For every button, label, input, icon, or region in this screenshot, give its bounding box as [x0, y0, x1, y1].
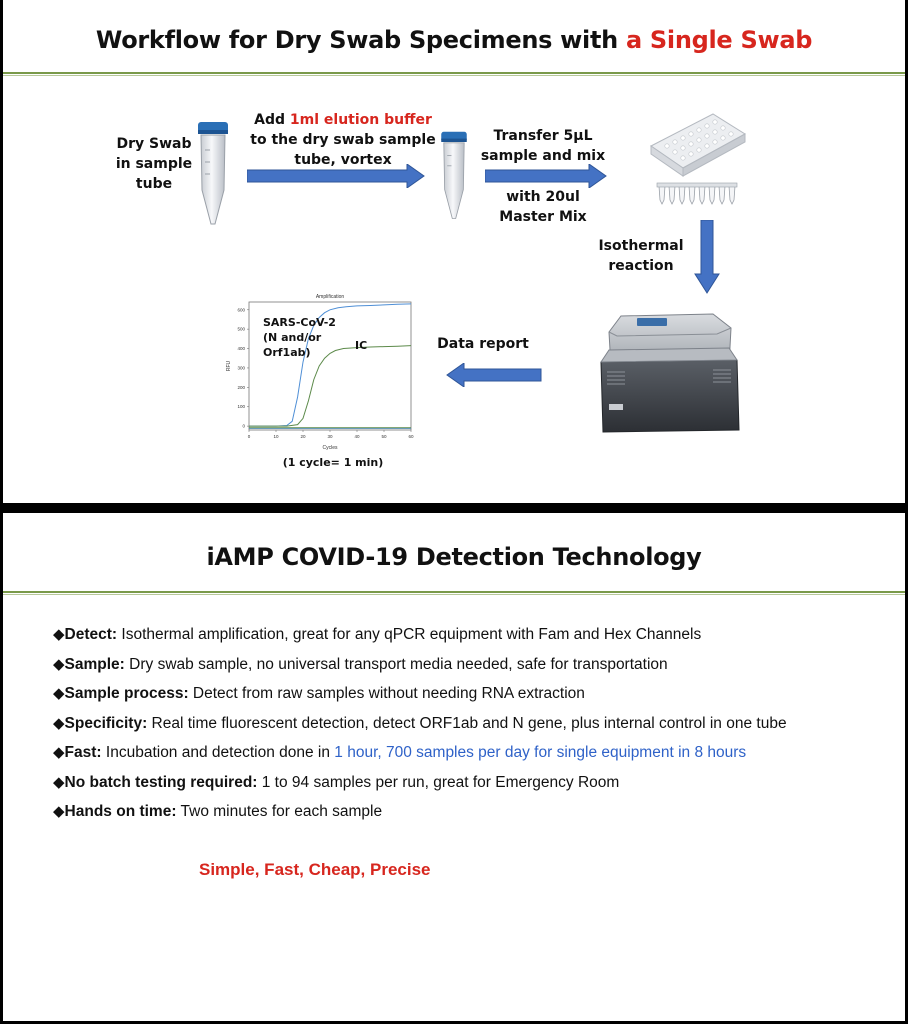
- y-tick-label: 100: [237, 404, 245, 410]
- pcr-plate-icon: [647, 110, 747, 212]
- step2-label: [243, 110, 443, 170]
- feature-item: [53, 709, 787, 739]
- title-divider: [3, 72, 905, 78]
- feature-item: [53, 797, 787, 827]
- feature-text: Dry swab sample, no universal transport media needed, safe for transportation: [124, 655, 668, 673]
- arrow-right-icon: [485, 164, 607, 188]
- step2-label-line: to the dry swab sample: [250, 132, 436, 148]
- feature-text: Two minutes for each sample: [176, 803, 383, 820]
- feature-term: Specificity:: [64, 714, 148, 732]
- feature-text: 1 to 94 samples per run, great for Emergency Room: [257, 773, 620, 791]
- diamond-bullet-icon: ◆: [53, 803, 65, 820]
- feature-item: [53, 768, 787, 798]
- workflow-title-highlight: a Single Swab: [625, 26, 813, 54]
- step2-label-line: [243, 110, 443, 130]
- x-tick-label: 50: [381, 434, 387, 439]
- feature-text: Detect from raw samples without needing RNA extraction: [188, 685, 585, 702]
- y-tick-label: 600: [237, 307, 245, 313]
- sample-tube-icon: [193, 120, 233, 228]
- diamond-bullet-icon: ◆: [53, 626, 65, 643]
- feature-list: [53, 620, 787, 827]
- diamond-bullet-icon: ◆: [53, 655, 65, 673]
- diamond-bullet-icon: ◆: [53, 685, 65, 702]
- x-tick-label: 10: [273, 434, 279, 439]
- amplification-chart: [223, 290, 423, 456]
- workflow-title: [3, 26, 905, 54]
- step1-label-line: in sample: [115, 156, 193, 172]
- series-annotation: IC: [355, 339, 368, 352]
- step4-label-line: reaction: [608, 258, 674, 274]
- feature-term: No batch testing required:: [64, 773, 258, 791]
- diamond-bullet-icon: ◆: [53, 773, 65, 791]
- diamond-bullet-icon: ◆: [53, 744, 65, 761]
- x-axis-label: Cycles: [322, 445, 338, 451]
- step2-label-line: tube, vortex: [294, 152, 392, 168]
- series-annotation: Orf1ab): [263, 346, 311, 359]
- step4-label-line: Isothermal: [598, 238, 684, 254]
- feature-item: [53, 738, 787, 768]
- feature-item: [53, 620, 787, 650]
- feature-term: Fast:: [64, 744, 102, 761]
- x-tick-label: 40: [354, 434, 360, 439]
- feature-term: Sample:: [64, 655, 125, 673]
- step4-label: [591, 236, 691, 276]
- step2-highlight: 1ml elution buffer: [289, 112, 432, 128]
- isothermal-instrument-icon: [597, 306, 747, 436]
- feature-text: Isothermal amplification, great for any qPCR equipment with Fam and Hex Channels: [117, 626, 702, 643]
- step3-label-line: with 20ul: [506, 189, 580, 205]
- sample-tube-icon: [437, 126, 471, 226]
- x-tick-label: 30: [327, 434, 333, 439]
- feature-item: [53, 679, 787, 709]
- arrow-left-icon: [446, 363, 542, 387]
- technology-title: iAMP COVID-19 Detection Technology: [206, 543, 702, 571]
- y-tick-label: 300: [237, 365, 245, 371]
- chart-caption: (1 cycle= 1 min): [282, 456, 384, 469]
- x-tick-label: 20: [300, 434, 306, 439]
- workflow-slide: [3, 0, 905, 503]
- step5-label: Data report: [437, 336, 529, 352]
- step2-prefix: Add: [254, 112, 290, 128]
- x-tick-label: 60: [408, 434, 414, 439]
- tagline: Simple, Fast, Cheap, Precise: [199, 860, 431, 879]
- feature-term: Sample process:: [64, 685, 189, 702]
- y-axis-label: RFU: [226, 360, 232, 372]
- step3-label-top: [473, 126, 613, 166]
- series-annotation: SARS-CoV-2: [263, 316, 336, 329]
- feature-term: Detect:: [64, 626, 118, 643]
- chart-title: Amplification: [315, 294, 345, 300]
- step3-label-bottom: [473, 187, 613, 227]
- series-annotation: (N and/or: [263, 331, 322, 344]
- x-tick-label: 0: [247, 434, 251, 439]
- title-divider: [3, 591, 905, 597]
- arrow-down-icon: [694, 220, 720, 294]
- step3-label-line: Master Mix: [499, 209, 587, 225]
- feature-item: [53, 650, 787, 680]
- diamond-bullet-icon: ◆: [53, 714, 65, 732]
- feature-text: Real time fluorescent detection, detect ORF1ab and N gene, plus internal control in one tube: [147, 714, 787, 732]
- technology-slide: [3, 513, 905, 1021]
- step1-label: [109, 134, 199, 194]
- step1-label-line: tube: [135, 176, 173, 192]
- y-tick-label: 400: [237, 346, 245, 352]
- step1-label-line: Dry Swab: [116, 136, 192, 152]
- step3-label-line: sample and mix: [480, 148, 606, 164]
- y-tick-label: 500: [237, 326, 245, 332]
- workflow-title-text: Workflow for Dry Swab Specimens with: [95, 26, 626, 54]
- step3-label-line: Transfer 5µL: [493, 128, 593, 144]
- feature-text: Incubation and detection done in: [101, 744, 335, 761]
- y-tick-label: 200: [237, 384, 245, 390]
- feature-highlight: 1 hour, 700 samples per day for single equipment in 8 hours: [334, 744, 747, 761]
- feature-term: Hands on time:: [64, 803, 177, 820]
- y-tick-label: 0: [242, 423, 245, 429]
